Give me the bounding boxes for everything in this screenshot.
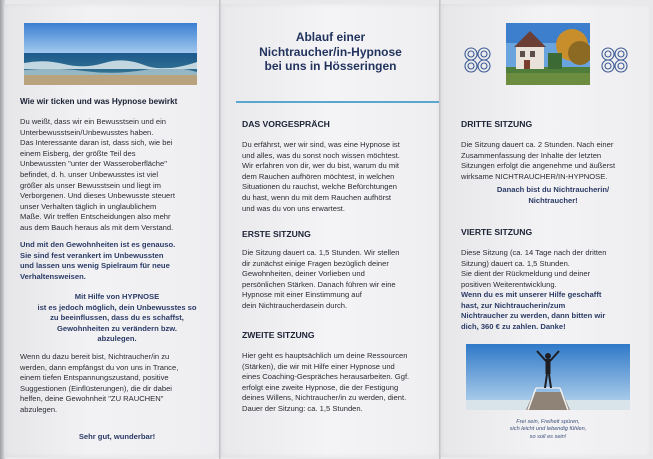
text-line: Gewohnheiten zu verändern bzw. <box>57 323 177 333</box>
section-text-vierte-sitzung <box>461 248 647 290</box>
text-line: unser Verhalten täglich in unglaublichem <box>20 201 157 211</box>
sea-photo <box>24 23 197 85</box>
section-heading-erste-sitzung: ERSTE SITZUNG <box>242 229 311 239</box>
text-line: Die Sitzung dauert ca. 1,5 Stunden. Wir stellen <box>242 248 400 257</box>
nichtraucher-statement <box>458 185 648 206</box>
house-photo <box>506 23 590 85</box>
text-line: zu beeinflussen, dass du es schaffst, <box>50 313 184 323</box>
section-text-erste-sitzung <box>242 248 436 312</box>
panel2-title <box>228 30 433 74</box>
panel1-heading: Wie wir ticken und was Hypnose bewirkt <box>20 97 178 106</box>
text-line: Situationen du rauchst, welche Befürchtungen <box>242 182 397 192</box>
section-text-dritte-sitzung <box>461 140 647 182</box>
text-line: sich leicht und lebendig fühlen, <box>509 426 587 433</box>
text-line: Du weißt, dass wir ein Bewusstsein und ein <box>20 117 167 126</box>
text-line: so soll es sein! <box>529 433 567 440</box>
text-line: Verhaltensweisen. <box>20 271 86 281</box>
text-line: Du erfährst, wer wir sind, was eine Hypnose ist <box>242 140 400 149</box>
text-line: Hypnose mit einer Einstimmung auf <box>242 290 362 300</box>
text-line: Sitzungen erfolgt die angenehme und äußerst <box>461 161 616 171</box>
text-line: Verborgenen. Und dieses Unbewusste steuert <box>20 191 175 201</box>
text-line: erfolgt eine zweite Hypnose, die der Festigung <box>242 382 399 392</box>
text-line: Wir erfahren von dir, wer du bist, warum du mit <box>242 161 399 171</box>
text-line: Diese Sitzung (ca. 14 Tage nach der dritten <box>461 248 607 257</box>
text-line: helfen, deine Gewohnheit "ZU RAUCHEN" <box>20 394 164 404</box>
text-line: wirksame NICHTRAUCHER/IN-HYPNOSE. <box>461 171 608 181</box>
text-line: positiven Weiterentwicklung. <box>461 279 557 289</box>
text-line: Und mit den Gewohnheiten ist es genauso. <box>20 240 176 249</box>
title-line: Ablauf einer <box>295 30 366 44</box>
text-line: persönlichen Stärken. Danach führen wir eine <box>242 279 396 289</box>
spiral-ornament-icon <box>461 43 495 77</box>
text-line: Zusammenfassung der Inhalte der letzten <box>461 150 602 160</box>
text-line: Wenn du dazu bereit bist, Nichtraucher/in zu <box>20 352 170 361</box>
title-line: Nichtraucher/in-Hypnose <box>259 44 402 59</box>
text-line: deines Willens, Nichtraucher/in zu werden, dient. <box>242 393 407 403</box>
spiral-ornament-icon <box>598 43 632 77</box>
text-line: ist es jedoch möglich, dein Unbewusstes so <box>37 302 197 312</box>
text-line: abzulegen. <box>20 404 58 414</box>
freedom-quote <box>462 419 634 441</box>
text-line: Frei sein, Freiheit spüren, <box>516 419 580 425</box>
text-line: Nichtraucher zu werden, dann bitten wir <box>461 311 606 321</box>
text-line: Wenn du es mit unserer Hilfe geschafft <box>461 290 602 299</box>
text-line: dem Rauchen aufhören möchtest, in welchen <box>242 171 395 181</box>
text-line: Sie sind fest verankert im Unbewussten <box>20 250 164 260</box>
panel1-habits <box>20 240 216 282</box>
text-line: dich, 360 € zu zahlen. Danke! <box>461 321 566 331</box>
section-text-vorgespraech <box>242 140 436 214</box>
text-line: Sitzung) dauert ca. 1,5 Stunden. <box>461 258 570 268</box>
text-line: und was du von uns erwartest. <box>242 203 345 213</box>
text-line: Mit Hilfe von HYPNOSE <box>74 292 160 301</box>
panel1-intro <box>20 117 216 234</box>
text-line: und alles, was du sonst noch wissen möchtest. <box>242 150 400 160</box>
panel1-hypnosis <box>18 292 216 345</box>
text-line: dir zunächst einige Fragen bezüglich deiner <box>242 258 389 268</box>
payment-statement <box>461 290 649 332</box>
text-line: Die Sitzung dauert ca. 2 Stunden. Nach einer <box>461 140 614 149</box>
panel1-closing: Sehr gut, wunderbar! <box>78 432 156 441</box>
text-line: Dauer der Sitzung: ca. 1,5 Stunden. <box>242 403 363 413</box>
text-line: abzulegen. <box>97 334 137 344</box>
text-line: Das Interessante daran ist, dass sich, wie bei <box>20 138 173 148</box>
text-line: werden, dann empfängst du von uns in Trance, <box>20 362 179 372</box>
text-line: und lassen uns wenig Spielraum für neue <box>20 261 170 271</box>
section-heading-zweite-sitzung: ZWEITE SITZUNG <box>242 330 315 340</box>
text-line: Danach bist du Nichtraucherin/ <box>496 185 610 194</box>
freedom-photo <box>466 344 630 410</box>
text-line: befindet, d. h. unser Unbewusstes ist viel <box>20 169 159 179</box>
text-line: größer als unser Bewusstsein und liegt im <box>20 180 161 190</box>
text-line: Maße. Wir treffen Entscheidungen also mehr <box>20 212 171 222</box>
text-line: einem tiefen Entspannungszustand, positive <box>20 373 169 383</box>
text-line: (Stärken), die wir mit Hilfe einer Hypnose und <box>242 361 395 371</box>
section-heading-dritte-sitzung: DRITTE SITZUNG <box>461 119 533 129</box>
text-line: Hier geht es hauptsächlich um deine Ressourcen <box>242 351 408 360</box>
text-line: Gewohnheiten, deiner Vorlieben und <box>242 269 365 279</box>
text-line: Sie dient der Rückmeldung und deiner <box>461 269 591 279</box>
section-text-zweite-sitzung <box>242 351 436 415</box>
text-line: aus dem Bauch heraus als mit dem Verstand. <box>20 222 174 232</box>
text-line: einem Eisberg, der größte Teil des <box>20 148 136 158</box>
text-line: Nichtraucher! <box>528 195 578 205</box>
text-line: dein Nichtraucherdasein durch. <box>242 300 348 310</box>
section-heading-vierte-sitzung: VIERTE SITZUNG <box>461 227 533 237</box>
text-line: hast, zur Nichtraucherin/zum <box>461 300 566 310</box>
title-line: bei uns in Hösseringen <box>264 59 397 73</box>
text-line: eines Coaching-Gespräches herausarbeiten. Ggf. <box>242 372 410 382</box>
text-line: Suggestionen (Einflüsterungen), die dir dabei <box>20 383 172 393</box>
text-line: du hast, wenn du mit dem Rauchen aufhörst <box>242 192 392 202</box>
section-heading-vorgespraech: DAS VORGESPRÄCH <box>242 119 330 129</box>
text-line: Unterbewusstsein/Unbewusstes haben. <box>20 127 154 137</box>
text-line: Unbewussten "unter der Wasseroberfläche" <box>20 159 167 169</box>
panel1-trance <box>20 352 216 416</box>
